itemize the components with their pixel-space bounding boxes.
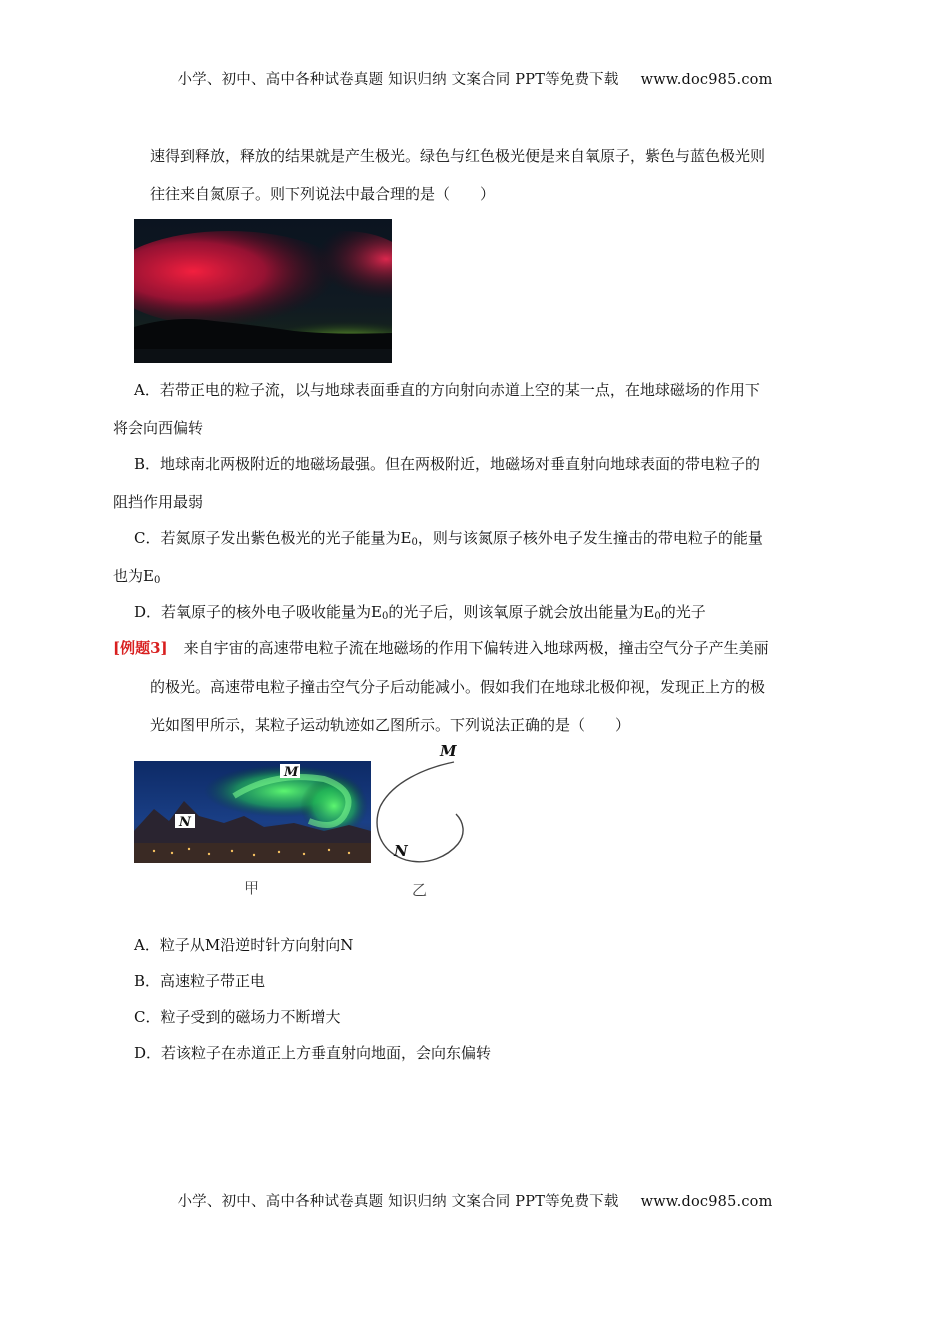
q3-option-c: C．粒子受到的磁场力不断增大: [134, 1008, 341, 1026]
figure-label-jia: 甲: [244, 879, 260, 897]
q2-option-d: D．若氧原子的核外电子吸收能量为$E_0$的光子后，则该氧原子就会放出能量为$E_0$的光子: [134, 603, 706, 622]
intro-line-1: 速得到释放，释放的结果就是产生极光。绿色与红色极光便是来自氧原子，紫色与蓝色极光则: [150, 147, 766, 165]
q2-option-c-line2: 也为$E_0$: [113, 567, 161, 586]
intro-line-2: 往往来自氮原子。则下列说法中最合理的是（ ）: [150, 185, 496, 203]
aurora-red-photo: [134, 219, 392, 363]
aurora-green-photo: [134, 761, 371, 863]
trajectory-label-m: M: [440, 742, 457, 760]
q2-option-a-line1: A．若带正电的粒子流，以与地球表面垂直的方向射向赤道上空的某一点，在地球磁场的作用下: [134, 381, 760, 399]
example3-line1: [例题3] 来自宇宙的高速带电粒子流在地磁场的作用下偏转进入地球两极，撞击空气分子产生美丽: [113, 639, 769, 657]
example3-line3: 光如图甲所示，某粒子运动轨迹如乙图所示。下列说法正确的是（ ）: [150, 716, 631, 734]
q2-option-a-line2: 将会向西偏转: [113, 419, 204, 437]
page-header: [0, 68, 950, 89]
footer-url[interactable]: www.doc985.com: [640, 1194, 773, 1210]
page-footer: [0, 1190, 950, 1211]
photo-label-n: N: [179, 815, 191, 830]
q2-option-b-line2: 阻挡作用最弱: [113, 493, 204, 511]
footer-text: 小学、初中、高中各种试卷真题 知识归纳 文案合同 PPT等免费下载: [177, 1194, 619, 1210]
q3-option-b: B．高速粒子带正电: [134, 972, 266, 990]
q2-option-c-line1: C．若氮原子发出紫色极光的光子能量为$E_0$，则与该氮原子核外电子发生撞击的带电粒子的能量: [134, 529, 763, 548]
trajectory-diagram: [370, 752, 470, 870]
header-text: 小学、初中、高中各种试卷真题 知识归纳 文案合同 PPT等免费下载: [177, 72, 619, 88]
example3-line2: 的极光。高速带电粒子撞击空气分子后动能减小。假如我们在地球北极仰视，发现正上方的极: [150, 678, 766, 696]
q3-option-a: A．粒子从M沿逆时针方向射向N: [134, 936, 354, 954]
photo-label-m: M: [284, 765, 299, 780]
example3-tag: [例题3]: [113, 639, 168, 657]
trajectory-label-n: N: [394, 842, 408, 860]
q3-option-d: D．若该粒子在赤道正上方垂直射向地面，会向东偏转: [134, 1044, 492, 1062]
header-url[interactable]: www.doc985.com: [640, 72, 773, 88]
figure-label-yi: 乙: [412, 881, 428, 899]
q2-option-b-line1: B．地球南北两极附近的地磁场最强。但在两极附近，地磁场对垂直射向地球表面的带电粒子的: [134, 455, 761, 473]
